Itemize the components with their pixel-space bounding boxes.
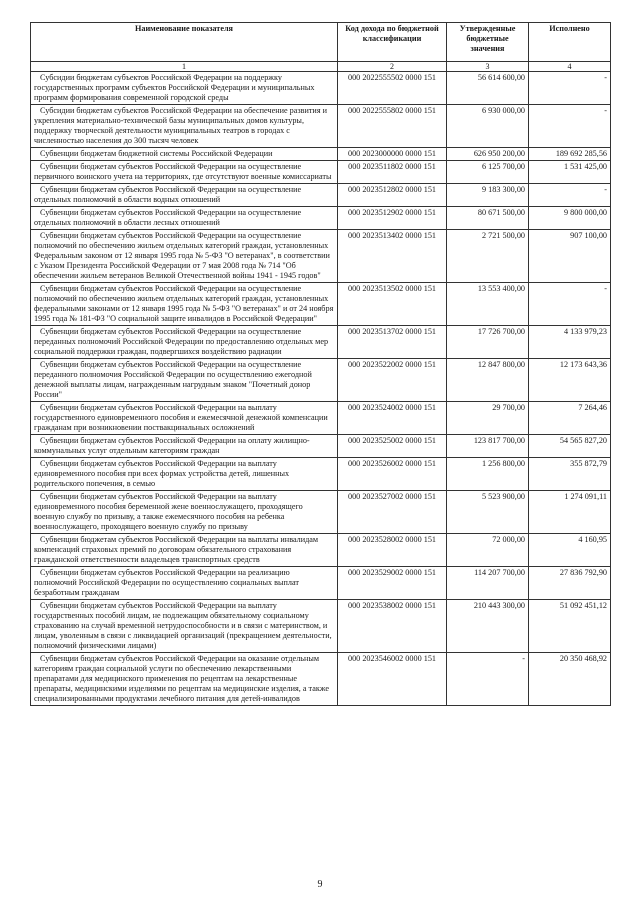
row-code: 000 2023512902 0000 151 [338, 207, 447, 230]
row-executed: - [529, 105, 611, 148]
row-executed: 355 872,79 [529, 458, 611, 491]
row-approved: 9 183 300,00 [447, 184, 529, 207]
row-executed: 9 800 000,00 [529, 207, 611, 230]
row-approved: 12 847 800,00 [447, 359, 529, 402]
row-code: 000 2023528002 0000 151 [338, 534, 447, 567]
row-approved: 210 443 300,00 [447, 600, 529, 653]
row-name: Субвенции бюджетам субъектов Российской Федерации на выплату государственного единовременного пособия и ежемесячной денежной компенсации гражданам при возникновении поствакцинальных осложнений [31, 402, 338, 435]
row-approved: 6 930 000,00 [447, 105, 529, 148]
row-code: 000 2023526002 0000 151 [338, 458, 447, 491]
table-row [31, 184, 611, 207]
header-executed: Исполнено [529, 23, 611, 62]
row-approved: 13 553 400,00 [447, 283, 529, 326]
table-row [31, 567, 611, 600]
row-code: 000 2023513402 0000 151 [338, 230, 447, 283]
row-executed: 4 160,95 [529, 534, 611, 567]
row-code: 000 2023538002 0000 151 [338, 600, 447, 653]
row-executed: - [529, 283, 611, 326]
row-approved: 29 700,00 [447, 402, 529, 435]
table-row [31, 207, 611, 230]
row-approved: 1 256 800,00 [447, 458, 529, 491]
header-code: Код дохода по бюджетной классификации [338, 23, 447, 62]
row-name: Субвенции бюджетам субъектов Российской Федерации на осуществление полномочий по обеспечению жильем отдельных категорий граждан, установленных федеральными законами от 12 января 1995 года № 5-ФЗ "О ветеранах" и от 24 ноября 1995 года № 181-ФЗ "О социальной защите инвалидов в Российской Федерации" [31, 283, 338, 326]
column-number: 3 [447, 62, 529, 72]
row-executed: 7 264,46 [529, 402, 611, 435]
table-row [31, 458, 611, 491]
row-executed: - [529, 184, 611, 207]
row-code: 000 2023000000 0000 151 [338, 148, 447, 161]
row-approved: - [447, 653, 529, 706]
row-approved: 72 000,00 [447, 534, 529, 567]
row-code: 000 2023522002 0000 151 [338, 359, 447, 402]
row-name: Субвенции бюджетам субъектов Российской Федерации на осуществление первичного воинского учета на территориях, где отсутствуют военные комиссариаты [31, 161, 338, 184]
row-approved: 2 721 500,00 [447, 230, 529, 283]
column-number-row [31, 62, 611, 72]
row-executed: 907 100,00 [529, 230, 611, 283]
row-name: Субвенции бюджетам бюджетной системы Российской Федерации [31, 148, 338, 161]
table-row [31, 653, 611, 706]
table-row [31, 161, 611, 184]
row-code: 000 2023546002 0000 151 [338, 653, 447, 706]
row-code: 000 2022555802 0000 151 [338, 105, 447, 148]
row-code: 000 2023513702 0000 151 [338, 326, 447, 359]
row-name: Субвенции бюджетам субъектов Российской Федерации на осуществление отдельных полномочий в области лесных отношений [31, 207, 338, 230]
row-name: Субвенции бюджетам субъектов Российской Федерации на осуществление полномочий по обеспечению жильем отдельных категорий граждан, установленных Федеральным законом от 12 января 1995 года № 5-ФЗ "О ветеранах", в соответствии с Указом Президента Российской Федерации от 7 мая 2008 года № 714 "Об обеспечении жильем ветеранов Великой Отечественной войны 1941 - 1945 годов" [31, 230, 338, 283]
table-header-row [31, 23, 611, 62]
table-row [31, 600, 611, 653]
row-name: Субвенции бюджетам субъектов Российской Федерации на реализацию полномочий Российской Федерации по осуществлению социальных выплат безработным гражданам [31, 567, 338, 600]
budget-revenue-table [30, 22, 611, 706]
row-executed: 189 692 285,56 [529, 148, 611, 161]
row-approved: 114 207 700,00 [447, 567, 529, 600]
row-name: Субвенции бюджетам субъектов Российской Федерации на оказание отдельным категориям граждан социальной услуги по обеспечению лекарственными препаратами для медицинского применения по рецептам на лекарственные препараты, медицинскими изделиями по рецептам на медицинские изделия, а также специализированными продуктами лечебного питания для детей-инвалидов [31, 653, 338, 706]
row-executed: 12 173 643,36 [529, 359, 611, 402]
row-code: 000 2023529002 0000 151 [338, 567, 447, 600]
row-code: 000 2023513502 0000 151 [338, 283, 447, 326]
row-executed: 1 274 091,11 [529, 491, 611, 534]
column-number: 2 [338, 62, 447, 72]
header-name: Наименование показателя [31, 23, 338, 62]
row-code: 000 2023525002 0000 151 [338, 435, 447, 458]
row-code: 000 2022555502 0000 151 [338, 72, 447, 105]
table-row [31, 230, 611, 283]
row-executed: 27 836 792,90 [529, 567, 611, 600]
row-executed: 1 531 425,00 [529, 161, 611, 184]
row-name: Субвенции бюджетам субъектов Российской Федерации на осуществление переданных полномочий Российской Федерации по предоставлению отдельных мер социальной поддержки граждан, подвергшихся воздействию радиации [31, 326, 338, 359]
row-name: Субвенции бюджетам субъектов Российской Федерации на выплату единовременного пособия при всех формах устройства детей, лишенных родительского попечения, в семью [31, 458, 338, 491]
row-approved: 123 817 700,00 [447, 435, 529, 458]
table-row [31, 534, 611, 567]
header-approved: Утвержденные бюджетные значения [447, 23, 529, 62]
table-row [31, 326, 611, 359]
row-approved: 80 671 500,00 [447, 207, 529, 230]
row-code: 000 2023527002 0000 151 [338, 491, 447, 534]
table-row [31, 491, 611, 534]
column-number: 4 [529, 62, 611, 72]
row-approved: 6 125 700,00 [447, 161, 529, 184]
row-executed: 54 565 827,20 [529, 435, 611, 458]
column-number: 1 [31, 62, 338, 72]
row-executed: - [529, 72, 611, 105]
table-row [31, 148, 611, 161]
row-name: Субвенции бюджетам субъектов Российской Федерации на выплату государственных пособий лицам, не подлежащим обязательному социальному страхованию на случай временной нетрудоспособности и в связи с материнством, и лицам, уволенным в связи с ликвидацией организаций (прекращением деятельности, полномочий физическими лицами) [31, 600, 338, 653]
table-row [31, 402, 611, 435]
row-name: Субвенции бюджетам субъектов Российской Федерации на выплату единовременного пособия беременной жене военнослужащего, проходящего военную службу по призыву, а также ежемесячного пособия на ребенка военнослужащего, проходящего военную службу по призыву [31, 491, 338, 534]
row-approved: 56 614 600,00 [447, 72, 529, 105]
table-row [31, 435, 611, 458]
row-name: Субвенции бюджетам субъектов Российской Федерации на выплаты инвалидам компенсаций страховых премий по договорам обязательного страхования гражданской ответственности владельцев транспортных средств [31, 534, 338, 567]
row-approved: 5 523 900,00 [447, 491, 529, 534]
row-name: Субсидии бюджетам субъектов Российской Федерации на поддержку государственных программ субъектов Российской Федерации и муниципальных программ формирования современной городской среды [31, 72, 338, 105]
table-row [31, 359, 611, 402]
row-code: 000 2023512802 0000 151 [338, 184, 447, 207]
table-row [31, 105, 611, 148]
table-row [31, 283, 611, 326]
row-code: 000 2023524002 0000 151 [338, 402, 447, 435]
page-number: 9 [317, 879, 323, 890]
row-name: Субвенции бюджетам субъектов Российской Федерации на осуществление переданного полномочия Российской Федерации по осуществлению ежегодной денежной выплаты лицам, награжденным нагрудным знаком "Почетный донор России" [31, 359, 338, 402]
row-name: Субвенции бюджетам субъектов Российской Федерации на оплату жилищно-коммунальных услуг отдельным категориям граждан [31, 435, 338, 458]
row-executed: 20 350 468,92 [529, 653, 611, 706]
row-approved: 626 950 200,00 [447, 148, 529, 161]
row-name: Субсидии бюджетам субъектов Российской Федерации на обеспечение развития и укрепления материально-технической базы муниципальных домов культуры, поддержку творческой деятельности муниципальных театров в городах с численностью населения до 300 тысяч человек [31, 105, 338, 148]
row-code: 000 2023511802 0000 151 [338, 161, 447, 184]
row-name: Субвенции бюджетам субъектов Российской Федерации на осуществление отдельных полномочий в области водных отношений [31, 184, 338, 207]
row-executed: 51 092 451,12 [529, 600, 611, 653]
table-row [31, 72, 611, 105]
row-executed: 4 133 979,23 [529, 326, 611, 359]
row-approved: 17 726 700,00 [447, 326, 529, 359]
